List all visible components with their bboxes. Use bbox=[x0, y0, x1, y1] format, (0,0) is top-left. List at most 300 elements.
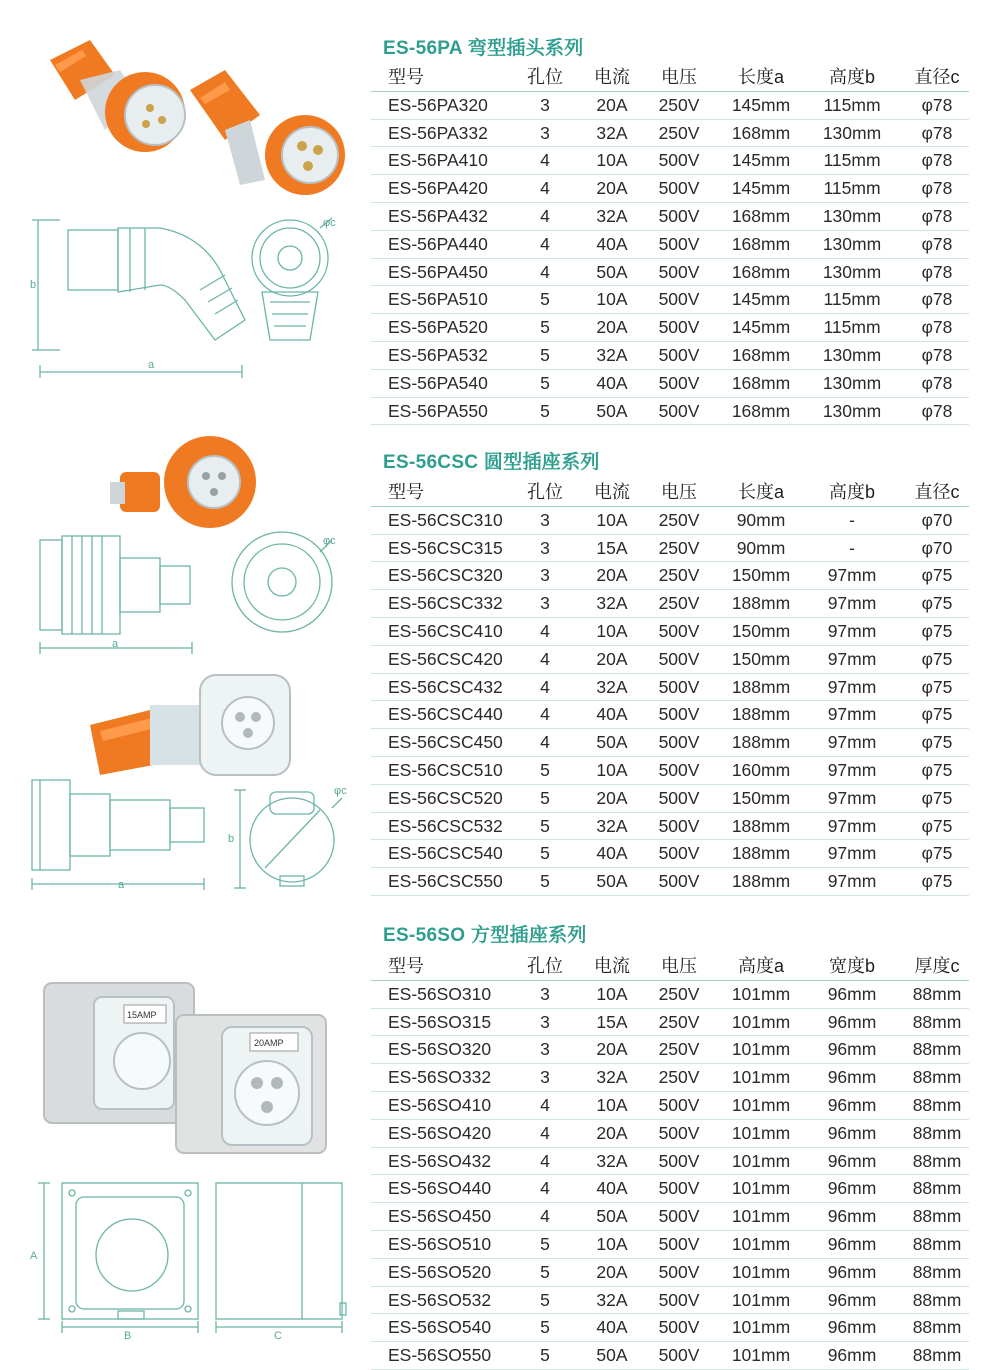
table-cell: 101mm bbox=[731, 983, 791, 1004]
table-cell: 3 bbox=[540, 94, 550, 115]
csc-product-photo-2 bbox=[80, 665, 310, 785]
table-cell: ES-56PA550 bbox=[388, 400, 488, 421]
dim-label-b: b bbox=[30, 279, 37, 291]
table-cell: 500V bbox=[658, 704, 700, 725]
table-cell: 4 bbox=[540, 1122, 550, 1143]
table-cell: 188mm bbox=[731, 704, 791, 725]
table-cell: ES-56PA420 bbox=[388, 178, 488, 199]
table-cell: φ75 bbox=[921, 565, 953, 586]
table-cell: 168mm bbox=[731, 261, 791, 282]
table-cell: 96mm bbox=[827, 1039, 877, 1060]
table-header-row bbox=[371, 953, 969, 981]
table-cell: ES-56CSC410 bbox=[388, 620, 503, 641]
table-cell: ES-56SO320 bbox=[388, 1039, 492, 1060]
table-cell: ES-56SO520 bbox=[388, 1261, 492, 1282]
table-cell: 500V bbox=[658, 1178, 700, 1199]
table-cell: 160mm bbox=[731, 759, 791, 780]
table-cell: ES-56CSC420 bbox=[388, 648, 503, 669]
table-cell: 5 bbox=[540, 1289, 550, 1310]
table-cell: 101mm bbox=[731, 1345, 791, 1366]
table-row bbox=[371, 507, 969, 535]
table-cell: 4 bbox=[540, 150, 550, 171]
table-cell: 96mm bbox=[827, 1261, 877, 1282]
table-cell: φ78 bbox=[921, 205, 953, 226]
table-cell: φ75 bbox=[921, 732, 953, 753]
table-row bbox=[371, 535, 969, 563]
table-cell: 10A bbox=[596, 620, 628, 641]
table-cell: ES-56PA320 bbox=[388, 94, 488, 115]
table-cell: ES-56CSC440 bbox=[388, 704, 503, 725]
table-cell: 188mm bbox=[731, 815, 791, 836]
table-cell: φ78 bbox=[921, 261, 953, 282]
table-cell: 250V bbox=[658, 94, 700, 115]
table-cell: 40A bbox=[596, 233, 628, 254]
table-cell: ES-56CSC450 bbox=[388, 732, 503, 753]
table-cell: 250V bbox=[658, 537, 700, 558]
table-cell: 88mm bbox=[912, 1011, 962, 1032]
pa-dimension-drawing bbox=[20, 200, 350, 380]
column-header: 型号 bbox=[388, 482, 424, 502]
so-product-photo bbox=[36, 975, 336, 1155]
section-title-csc: ES-56CSC 圆型插座系列 bbox=[383, 452, 600, 473]
table-cell: 90mm bbox=[736, 509, 786, 530]
socket-box-2 bbox=[176, 1015, 326, 1153]
table-cell: 88mm bbox=[912, 1150, 962, 1171]
table-cell: ES-56PA332 bbox=[388, 122, 488, 143]
table-row bbox=[371, 1287, 969, 1315]
table-cell: 101mm bbox=[731, 1094, 791, 1115]
table-cell: 88mm bbox=[912, 1289, 962, 1310]
table-cell: 500V bbox=[658, 205, 700, 226]
table-cell: 130mm bbox=[822, 122, 882, 143]
table-cell: 115mm bbox=[823, 289, 881, 310]
table-row bbox=[371, 1203, 969, 1231]
table-cell: φ78 bbox=[921, 317, 953, 338]
table-cell: 40A bbox=[596, 704, 628, 725]
table-cell: 3 bbox=[540, 537, 550, 558]
table-cell: ES-56SO450 bbox=[388, 1206, 492, 1227]
table-row bbox=[371, 370, 969, 398]
dim-label-C: C bbox=[274, 1330, 282, 1342]
table-cell: φ78 bbox=[921, 94, 953, 115]
column-header: 电压 bbox=[661, 956, 697, 976]
table-cell: ES-56PA450 bbox=[388, 261, 488, 282]
column-header: 高度b bbox=[828, 67, 876, 87]
table-row bbox=[371, 981, 969, 1009]
table-cell: 20A bbox=[596, 1122, 628, 1143]
table-header-row bbox=[371, 479, 969, 507]
table-cell: 500V bbox=[658, 1317, 700, 1338]
table-cell: φ78 bbox=[921, 150, 953, 171]
table-cell: 168mm bbox=[731, 122, 791, 143]
table-cell: 5 bbox=[540, 372, 550, 393]
table-cell: ES-56SO332 bbox=[388, 1067, 492, 1088]
table-row bbox=[371, 342, 969, 370]
table-cell: 250V bbox=[658, 122, 700, 143]
table-cell: 96mm bbox=[827, 1094, 877, 1115]
table-cell: 97mm bbox=[827, 843, 877, 864]
table-cell: 4 bbox=[540, 205, 550, 226]
table-cell: 115mm bbox=[823, 94, 881, 115]
table-cell: ES-56CSC540 bbox=[388, 843, 503, 864]
table-cell: φ78 bbox=[921, 233, 953, 254]
column-header: 直径c bbox=[914, 67, 960, 87]
table-cell: ES-56CSC332 bbox=[388, 593, 503, 614]
table-cell: 500V bbox=[658, 400, 700, 421]
table-row bbox=[371, 701, 969, 729]
table-cell: φ78 bbox=[921, 400, 953, 421]
table-cell: ES-56SO540 bbox=[388, 1317, 492, 1338]
table-row bbox=[371, 1314, 969, 1342]
table-cell: 88mm bbox=[912, 1122, 962, 1143]
table-cell: 88mm bbox=[912, 1345, 962, 1366]
column-header: 孔位 bbox=[527, 482, 563, 502]
table-cell: φ75 bbox=[921, 593, 953, 614]
table-cell: 10A bbox=[596, 1233, 628, 1254]
table-cell: 188mm bbox=[731, 593, 791, 614]
table-row bbox=[371, 1064, 969, 1092]
table-cell: 145mm bbox=[731, 317, 791, 338]
table-cell: 500V bbox=[658, 150, 700, 171]
table-cell: φ78 bbox=[921, 122, 953, 143]
table-cell: 88mm bbox=[912, 1094, 962, 1115]
table-cell: 168mm bbox=[731, 233, 791, 254]
table-cell: 32A bbox=[596, 1289, 628, 1310]
table-cell: 10A bbox=[596, 150, 628, 171]
table-cell: 145mm bbox=[731, 178, 791, 199]
table-cell: 4 bbox=[540, 648, 550, 669]
table-cell: φ75 bbox=[921, 759, 953, 780]
table-cell: 50A bbox=[596, 1206, 628, 1227]
table-cell: 88mm bbox=[912, 1261, 962, 1282]
table-cell: 4 bbox=[540, 732, 550, 753]
table-cell: 101mm bbox=[731, 1317, 791, 1338]
table-cell: 250V bbox=[658, 593, 700, 614]
table-cell: 32A bbox=[596, 815, 628, 836]
table-cell: 150mm bbox=[731, 787, 791, 808]
table-cell: 500V bbox=[658, 372, 700, 393]
column-header: 高度b bbox=[828, 482, 876, 502]
table-cell: 3 bbox=[540, 565, 550, 586]
table-cell: 32A bbox=[596, 344, 628, 365]
table-row bbox=[371, 813, 969, 841]
column-header: 长度a bbox=[737, 67, 785, 87]
table-row bbox=[371, 286, 969, 314]
table-cell: 500V bbox=[658, 843, 700, 864]
table-cell: 97mm bbox=[827, 787, 877, 808]
table-cell: 3 bbox=[540, 1039, 550, 1060]
column-header: 孔位 bbox=[527, 956, 563, 976]
table-cell: 20A bbox=[596, 648, 628, 669]
table-cell: 168mm bbox=[731, 344, 791, 365]
table-row bbox=[371, 562, 969, 590]
plug-photo-2 bbox=[190, 70, 345, 195]
table-cell: 5 bbox=[540, 317, 550, 338]
table-cell: 96mm bbox=[827, 1233, 877, 1254]
table-cell: 188mm bbox=[731, 871, 791, 892]
table-cell: 101mm bbox=[731, 1289, 791, 1310]
table-cell: 50A bbox=[596, 400, 628, 421]
table-cell: 101mm bbox=[731, 1150, 791, 1171]
table-cell: 130mm bbox=[822, 233, 882, 254]
table-cell: ES-56SO440 bbox=[388, 1178, 492, 1199]
column-header: 电压 bbox=[661, 67, 697, 87]
table-cell: 3 bbox=[540, 1011, 550, 1032]
spec-table-so bbox=[371, 953, 969, 1370]
table-cell: ES-56SO420 bbox=[388, 1122, 492, 1143]
table-cell: 88mm bbox=[912, 1206, 962, 1227]
table-cell: ES-56CSC315 bbox=[388, 537, 503, 558]
column-header: 直径c bbox=[914, 482, 960, 502]
csc-dimension-drawing-2 bbox=[20, 770, 360, 895]
table-cell: 90mm bbox=[736, 537, 786, 558]
table-cell: - bbox=[849, 537, 855, 558]
column-header: 长度a bbox=[737, 482, 785, 502]
table-cell: 500V bbox=[658, 317, 700, 338]
table-cell: 500V bbox=[658, 648, 700, 669]
table-cell: ES-56SO315 bbox=[388, 1011, 492, 1032]
table-header-row bbox=[371, 64, 969, 92]
table-cell: 168mm bbox=[731, 372, 791, 393]
table-row bbox=[371, 203, 969, 231]
table-row bbox=[371, 757, 969, 785]
table-row bbox=[371, 120, 969, 148]
table-cell: 101mm bbox=[731, 1178, 791, 1199]
table-cell: 130mm bbox=[822, 261, 882, 282]
table-row bbox=[371, 398, 969, 426]
table-cell: 500V bbox=[658, 676, 700, 697]
table-cell: 101mm bbox=[731, 1206, 791, 1227]
table-cell: 168mm bbox=[731, 400, 791, 421]
table-cell: 130mm bbox=[822, 344, 882, 365]
table-cell: 88mm bbox=[912, 1039, 962, 1060]
table-row bbox=[371, 646, 969, 674]
table-cell: 40A bbox=[596, 1317, 628, 1338]
section-title-so: ES-56SO 方型插座系列 bbox=[383, 925, 587, 946]
table-cell: 5 bbox=[540, 843, 550, 864]
table-cell: 4 bbox=[540, 178, 550, 199]
table-cell: 4 bbox=[540, 704, 550, 725]
table-cell: φ75 bbox=[921, 676, 953, 697]
table-cell: 5 bbox=[540, 1345, 550, 1366]
dim-label-a: a bbox=[148, 359, 155, 371]
table-cell: 500V bbox=[658, 620, 700, 641]
table-row bbox=[371, 785, 969, 813]
table-cell: ES-56SO410 bbox=[388, 1094, 492, 1115]
column-header: 孔位 bbox=[527, 67, 563, 87]
plug-photo-1 bbox=[50, 40, 185, 152]
table-cell: ES-56PA410 bbox=[388, 150, 488, 171]
table-cell: ES-56PA510 bbox=[388, 289, 488, 310]
dim-label-b: b bbox=[228, 833, 235, 845]
table-cell: 5 bbox=[540, 1233, 550, 1254]
table-cell: ES-56CSC520 bbox=[388, 787, 503, 808]
table-cell: 115mm bbox=[823, 317, 881, 338]
table-cell: ES-56PA532 bbox=[388, 344, 488, 365]
table-cell: 5 bbox=[540, 400, 550, 421]
table-cell: ES-56CSC532 bbox=[388, 815, 503, 836]
column-header: 厚度c bbox=[914, 956, 960, 976]
table-cell: 500V bbox=[658, 289, 700, 310]
column-header: 电压 bbox=[661, 482, 697, 502]
table-cell: 4 bbox=[540, 1094, 550, 1115]
table-cell: 96mm bbox=[827, 1178, 877, 1199]
table-cell: 500V bbox=[658, 344, 700, 365]
table-cell: ES-56PA440 bbox=[388, 233, 488, 254]
table-cell: 101mm bbox=[731, 1011, 791, 1032]
table-cell: 40A bbox=[596, 1178, 628, 1199]
section-title-pa: ES-56PA 弯型插头系列 bbox=[383, 38, 584, 59]
table-cell: φ75 bbox=[921, 843, 953, 864]
column-header: 电流 bbox=[594, 67, 630, 87]
dim-label-c: φc bbox=[334, 785, 347, 797]
table-cell: 20A bbox=[596, 1261, 628, 1282]
table-cell: 96mm bbox=[827, 1067, 877, 1088]
column-header: 电流 bbox=[594, 956, 630, 976]
column-header: 高度a bbox=[737, 956, 785, 976]
table-cell: 5 bbox=[540, 871, 550, 892]
table-cell: 10A bbox=[596, 1094, 628, 1115]
table-row bbox=[371, 1148, 969, 1176]
table-cell: 5 bbox=[540, 759, 550, 780]
amp-badge-15: 15AMP bbox=[127, 1010, 157, 1020]
table-cell: 101mm bbox=[731, 1233, 791, 1254]
table-cell: 500V bbox=[658, 178, 700, 199]
table-cell: 188mm bbox=[731, 676, 791, 697]
table-cell: 250V bbox=[658, 983, 700, 1004]
table-cell: - bbox=[849, 509, 855, 530]
table-cell: ES-56CSC432 bbox=[388, 676, 503, 697]
table-cell: 5 bbox=[540, 289, 550, 310]
table-cell: 101mm bbox=[731, 1122, 791, 1143]
table-cell: φ75 bbox=[921, 620, 953, 641]
table-cell: 32A bbox=[596, 205, 628, 226]
column-header: 宽度b bbox=[828, 956, 876, 976]
table-row bbox=[371, 92, 969, 120]
table-cell: 4 bbox=[540, 233, 550, 254]
table-cell: 88mm bbox=[912, 1178, 962, 1199]
table-cell: 5 bbox=[540, 344, 550, 365]
table-cell: 130mm bbox=[822, 205, 882, 226]
socket-box-1 bbox=[44, 983, 194, 1123]
table-cell: 97mm bbox=[827, 815, 877, 836]
table-cell: ES-56PA520 bbox=[388, 317, 488, 338]
table-row bbox=[371, 618, 969, 646]
table-cell: 250V bbox=[658, 1039, 700, 1060]
table-cell: φ70 bbox=[921, 537, 953, 558]
table-cell: 250V bbox=[658, 565, 700, 586]
table-row bbox=[371, 1231, 969, 1259]
csc-product-photo-1 bbox=[100, 432, 280, 532]
table-row bbox=[371, 1036, 969, 1064]
table-cell: 15A bbox=[596, 537, 628, 558]
spec-table-pa bbox=[371, 64, 969, 425]
table-cell: 500V bbox=[658, 1261, 700, 1282]
table-cell: 40A bbox=[596, 372, 628, 393]
table-cell: 3 bbox=[540, 122, 550, 143]
table-cell: 88mm bbox=[912, 983, 962, 1004]
table-cell: 97mm bbox=[827, 704, 877, 725]
table-cell: 101mm bbox=[731, 1261, 791, 1282]
table-row bbox=[371, 1092, 969, 1120]
table-cell: 250V bbox=[658, 509, 700, 530]
table-cell: 96mm bbox=[827, 1345, 877, 1366]
table-cell: ES-56SO310 bbox=[388, 983, 492, 1004]
table-cell: 188mm bbox=[731, 732, 791, 753]
table-cell: 500V bbox=[658, 815, 700, 836]
table-cell: 4 bbox=[540, 261, 550, 282]
table-cell: 97mm bbox=[827, 593, 877, 614]
table-cell: ES-56CSC320 bbox=[388, 565, 503, 586]
table-cell: φ78 bbox=[921, 289, 953, 310]
table-row bbox=[371, 1120, 969, 1148]
table-cell: 5 bbox=[540, 815, 550, 836]
table-row bbox=[371, 590, 969, 618]
table-cell: 10A bbox=[596, 759, 628, 780]
table-cell: 88mm bbox=[912, 1317, 962, 1338]
dim-label-B: B bbox=[124, 1330, 132, 1342]
table-cell: 32A bbox=[596, 1150, 628, 1171]
table-cell: 32A bbox=[596, 593, 628, 614]
table-row bbox=[371, 1009, 969, 1037]
table-cell: φ78 bbox=[921, 344, 953, 365]
table-cell: 97mm bbox=[827, 759, 877, 780]
table-cell: 5 bbox=[540, 1261, 550, 1282]
table-cell: 500V bbox=[658, 732, 700, 753]
table-cell: 96mm bbox=[827, 983, 877, 1004]
table-cell: 150mm bbox=[731, 565, 791, 586]
table-cell: 32A bbox=[596, 122, 628, 143]
table-row bbox=[371, 147, 969, 175]
table-row bbox=[371, 729, 969, 757]
table-cell: 3 bbox=[540, 1067, 550, 1088]
table-cell: 188mm bbox=[731, 843, 791, 864]
table-cell: 50A bbox=[596, 732, 628, 753]
so-dimension-drawing bbox=[20, 1175, 360, 1345]
table-cell: 20A bbox=[596, 317, 628, 338]
dim-label-c: φc bbox=[323, 535, 336, 547]
table-cell: 101mm bbox=[731, 1039, 791, 1060]
table-row bbox=[371, 314, 969, 342]
table-cell: 10A bbox=[596, 509, 628, 530]
table-cell: 20A bbox=[596, 1039, 628, 1060]
table-cell: 32A bbox=[596, 1067, 628, 1088]
table-cell: 96mm bbox=[827, 1011, 877, 1032]
table-cell: 500V bbox=[658, 871, 700, 892]
table-cell: 150mm bbox=[731, 620, 791, 641]
table-cell: 145mm bbox=[731, 150, 791, 171]
table-row bbox=[371, 868, 969, 896]
table-cell: 97mm bbox=[827, 732, 877, 753]
table-cell: 20A bbox=[596, 565, 628, 586]
csc-dimension-drawing-1 bbox=[20, 530, 350, 660]
table-cell: ES-56SO532 bbox=[388, 1289, 492, 1310]
column-header: 型号 bbox=[388, 67, 424, 87]
table-cell: 5 bbox=[540, 1317, 550, 1338]
table-row bbox=[371, 840, 969, 868]
table-cell: 3 bbox=[540, 593, 550, 614]
table-cell: 10A bbox=[596, 983, 628, 1004]
table-cell: 150mm bbox=[731, 648, 791, 669]
table-cell: 96mm bbox=[827, 1317, 877, 1338]
table-cell: 10A bbox=[596, 289, 628, 310]
table-row bbox=[371, 1175, 969, 1203]
table-cell: 20A bbox=[596, 178, 628, 199]
table-cell: 145mm bbox=[731, 289, 791, 310]
table-cell: 97mm bbox=[827, 648, 877, 669]
table-cell: 20A bbox=[596, 94, 628, 115]
table-row bbox=[371, 231, 969, 259]
